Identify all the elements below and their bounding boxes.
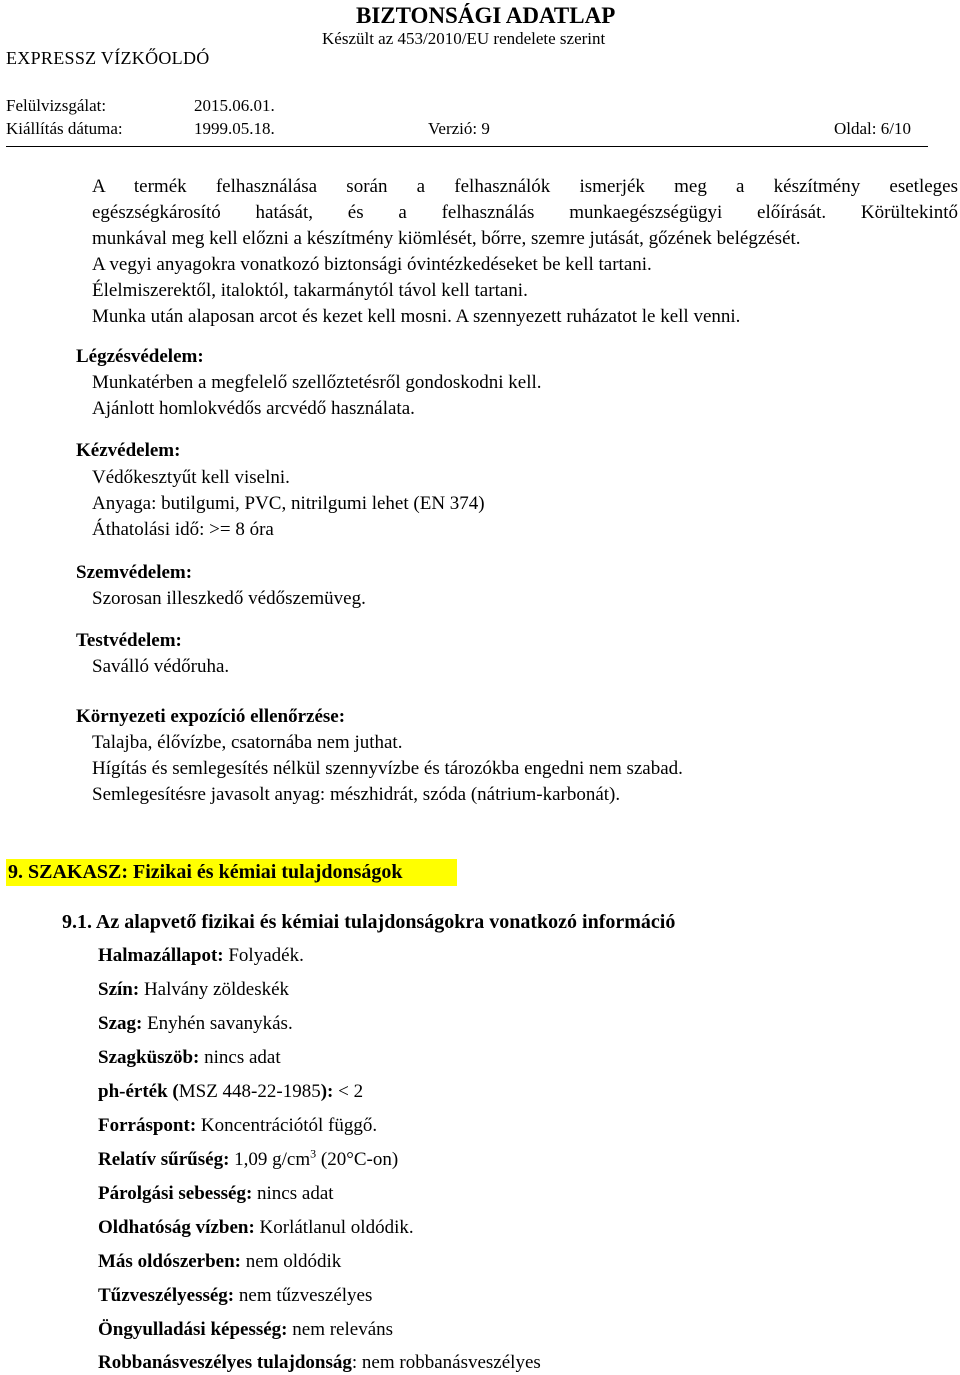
property-colour: Szín: Halvány zöldeskék (98, 979, 290, 1000)
revision-label: Felülvizsgálat: (6, 96, 107, 115)
document-title: BIZTONSÁGI ADATLAP (356, 3, 616, 28)
respiratory-line-2: Ajánlott homlokvédős arcvédő használata. (92, 398, 415, 419)
issue-label: Kiállítás dátuma: (6, 119, 123, 138)
environment-line-3: Semlegesítésre javasolt anyag: mészhidrát, szóda (nátrium-karbonát). (92, 784, 621, 805)
document-subtitle: Készült az 453/2010/EU rendelete szerint (322, 29, 606, 48)
issue-date: 1999.05.18. (194, 119, 275, 138)
version: Verzió: 9 (428, 119, 490, 138)
general-line-2: egészségkárosító hatását, és a felhasználás munkaegészségügyi előírását. Körültekintő (92, 202, 958, 223)
page-number: Oldal: 6/10 (834, 119, 911, 138)
hand-line-3: Áthatolási idő: >= 8 óra (92, 519, 274, 540)
body-line-1: Saválló védőruha. (92, 656, 230, 677)
property-water-solubility: Oldhatóság vízben: Korlátlanul oldódik. (98, 1217, 414, 1238)
property-self-ignition: Öngyulladási képesség: nem releváns (98, 1319, 394, 1340)
revision-date: 2015.06.01. (194, 96, 275, 115)
property-ph: ph-érték (MSZ 448-22-1985): < 2 (98, 1081, 364, 1102)
property-physical-state: Halmazállapot: Folyadék. (98, 945, 304, 966)
environment-line-1: Talajba, élővízbe, csatornába nem juthat. (92, 732, 403, 753)
environment-heading: Környezeti expozíció ellenőrzése: (76, 706, 346, 727)
property-flammability: Tűzveszélyesség: nem tűzveszélyes (98, 1285, 373, 1306)
property-relative-density: Relatív sűrűség: 1,09 $g/cm^3$ (20°C-on) (98, 1146, 399, 1170)
header-divider (6, 146, 928, 147)
section-9-title: 9. SZAKASZ: Fizikai és kémiai tulajdonságok (6, 859, 457, 886)
property-explosive: Robbanásveszélyes tulajdonság: nem robbanásveszélyes (98, 1352, 541, 1373)
body-heading: Testvédelem: (76, 630, 182, 651)
general-line-3: munkával meg kell előzni a készítmény kiömlését, bőrre, szemre jutását, gőzének belégzését. (92, 228, 801, 249)
hand-line-1: Védőkesztyűt kell viselni. (92, 467, 290, 488)
general-line-6: Munka után alaposan arcot és kezet kell mosni. A szennyezett ruházatot le kell venni. (92, 306, 741, 327)
property-boiling-point: Forráspont: Koncentrációtól függő. (98, 1115, 378, 1136)
property-odour: Szag: Enyhén savanykás. (98, 1013, 293, 1034)
general-line-4: A vegyi anyagokra vonatkozó biztonsági óvintézkedéseket be kell tartani. (92, 254, 652, 275)
eye-heading: Szemvédelem: (76, 562, 193, 583)
property-odour-threshold: Szagküszöb: nincs adat (98, 1047, 281, 1068)
respiratory-line-1: Munkatérben a megfelelő szellőztetésről gondoskodni kell. (92, 372, 542, 393)
hand-heading: Kézvédelem: (76, 440, 181, 461)
general-line-5: Élelmiszerektől, italoktól, takarmánytól távol kell tartani. (92, 280, 528, 301)
general-line-1: A termék felhasználása során a felhasználók ismerjék meg a készítmény esetleges (92, 176, 958, 197)
hand-line-2: Anyaga: butilgumi, PVC, nitrilgumi lehet (EN 374) (92, 493, 485, 514)
respiratory-heading: Légzésvédelem: (76, 346, 204, 367)
property-other-solvent: Más oldószerben: nem oldódik (98, 1251, 342, 1272)
product-name: EXPRESSZ VÍZKŐOLDÓ (6, 48, 210, 68)
eye-line-1: Szorosan illeszkedő védőszemüveg. (92, 588, 366, 609)
section-9-1-subtitle: 9.1. Az alapvető fizikai és kémiai tulajdonságokra vonatkozó információ (62, 911, 676, 933)
environment-line-2: Hígítás és semlegesítés nélkül szennyvízbe és tározókba engedni nem szabad. (92, 758, 683, 779)
property-evaporation-rate: Párolgási sebesség: nincs adat (98, 1183, 334, 1204)
